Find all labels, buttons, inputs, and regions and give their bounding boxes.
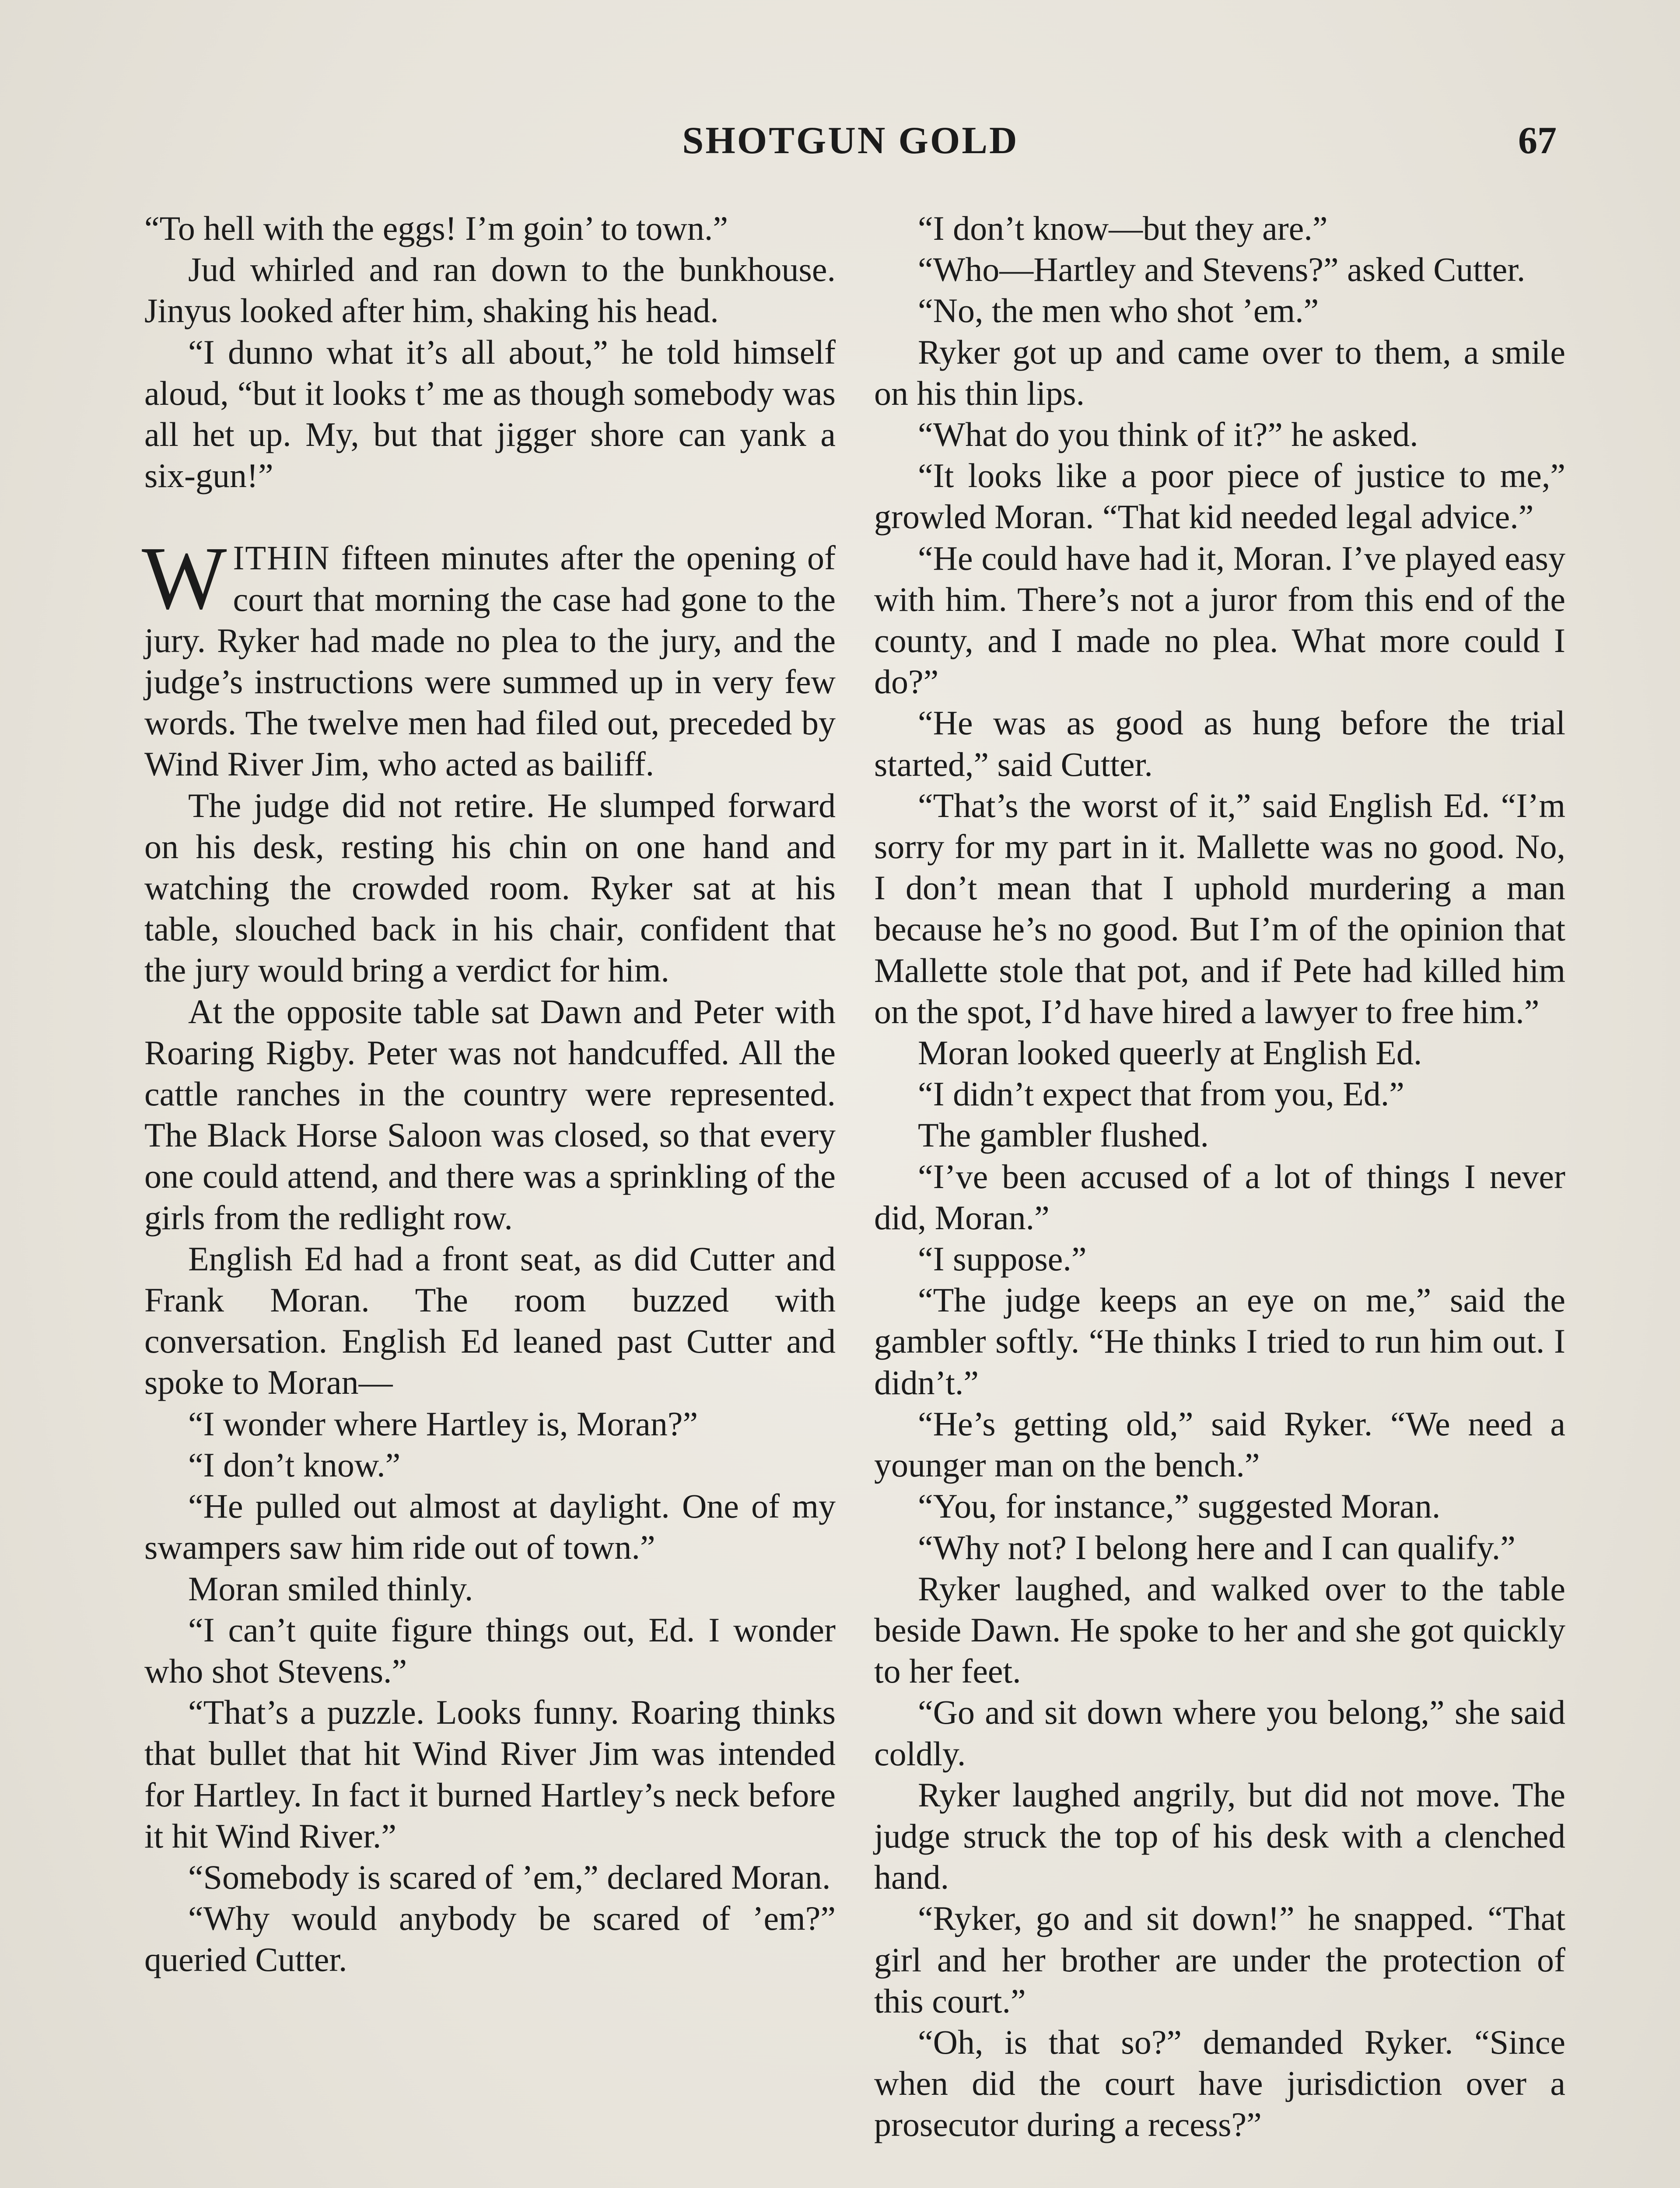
paragraph: “Somebody is scared of ’em,” declared Moran.	[188, 1858, 831, 1896]
paragraph: “Go and sit down where you belong,” she said coldly.	[874, 1693, 1565, 1773]
paragraph: Jud whirled and ran down to the bunkhouse. Jinyus looked after him, shaking his head.	[144, 250, 836, 330]
paragraph: “What do you think of it?” he asked.	[918, 415, 1418, 454]
paragraph: “Oh, is that so?” demanded Ryker. “Since when did the court have jurisdiction over a prosecutor during a recess?”	[874, 2023, 1565, 2144]
paragraph: “I don’t know.”	[188, 1445, 401, 1484]
paragraph-body: opening of court that morning the case had gone to the jury. Ryker had made no plea to the jury, and the judge’s instructions were summed up in very few words. The twelve men had filed out, preceded by Wind River Jim, who acted as bailiff.	[144, 539, 836, 783]
paragraph: “It looks like a poor piece of justice to me,” growled Moran. “That kid needed legal advice.”	[874, 456, 1565, 536]
paragraph: “Ryker, go and sit down!” he snapped. “That girl and her brother are under the protection of this court.”	[874, 1899, 1565, 2020]
paragraph: “Who—Hartley and Stevens?” asked Cutter.	[918, 250, 1526, 289]
paragraph: “He pulled out almost at daylight. One of my swampers saw him ride out of town.”	[144, 1487, 836, 1567]
paragraph: Moran smiled thinly.	[188, 1569, 473, 1608]
paragraph: English Ed had a front seat, as did Cutter and Frank Moran. The room buzzed with conversation. English Ed leaned past Cutter and spoke to Moran—	[144, 1239, 836, 1402]
drop-cap-tail: fifteen minutes after the	[330, 539, 676, 577]
page-number: 67	[1518, 119, 1557, 162]
paragraph: “I wonder where Hartley is, Moran?”	[188, 1404, 698, 1443]
paragraph: “That’s the worst of it,” said English Ed. “I’m sorry for my part in it. Mallette was no good. No, I don’t mean that I uphold murdering a man because he’s no good. But I’m of the opinion that Mallette stole that pot, and if Pete had killed him on the spot, I’d have hired a lawyer to free him.”	[874, 786, 1565, 1031]
paragraph: “Why would anybody be scared of ’em?” queried Cutter.	[144, 1899, 836, 1979]
paragraph: “I suppose.”	[918, 1240, 1087, 1278]
paragraph: “The judge keeps an eye on me,” said the gambler softly. “He thinks I tried to run him out. I didn’t.”	[874, 1281, 1565, 1402]
paragraph: Ryker got up and came over to them, a smile on his thin lips.	[874, 333, 1565, 412]
paragraph: “I don’t know—but they are.”	[918, 209, 1328, 247]
paragraph: Ryker laughed, and walked over to the table beside Dawn. He spoke to her and she got quickly to her feet.	[874, 1569, 1565, 1690]
paragraph: “I didn’t expect that from you, Ed.”	[918, 1075, 1404, 1113]
paragraph: Ryker laughed angrily, but did not move. The judge struck the top of his desk with a clenched hand.	[874, 1775, 1565, 1897]
paragraph: “You, for instance,” suggested Moran.	[918, 1487, 1441, 1525]
paragraph: The gambler flushed.	[918, 1116, 1209, 1154]
paragraph: “I’ve been accused of a lot of things I never did, Moran.”	[874, 1157, 1565, 1237]
paragraph: “That’s a puzzle. Looks funny. Roaring thinks that bullet that hit Wind River Jim was intended for Hartley. In fact it burned Hartley’s neck before it hit Wind River.”	[144, 1693, 836, 1855]
drop-cap-continuation: ITHIN	[233, 539, 330, 577]
paragraph: “He could have had it, Moran. I’ve played easy with him. There’s not a juror from this end of the county, and I made no plea. What more could I do?”	[874, 539, 1565, 701]
paragraph: Moran looked queerly at English Ed.	[918, 1034, 1422, 1072]
drop-cap: W	[142, 528, 227, 628]
paragraph: “I can’t quite figure things out, Ed. I wonder who shot Stevens.”	[144, 1610, 836, 1690]
left-column	[144, 208, 836, 1981]
paragraph: “I dunno what it’s all about,” he told himself aloud, “but it looks t’ me as though somebody was all het up. My, but that jigger shore can yank a six-gun!”	[144, 333, 836, 495]
running-title: SHOTGUN GOLD	[682, 119, 1019, 162]
paragraph: The judge did not retire. He slumped forward on his desk, resting his chin on one hand and watching the crowded room. Ryker sat at his table, slouched back in his chair, confident that the jury would bring a verdict for him.	[144, 786, 836, 989]
paragraph: “He was as good as hung before the trial started,” said Cutter.	[874, 704, 1565, 783]
section-opening-paragraph	[142, 528, 836, 785]
paragraph: “No, the men who shot ’em.”	[918, 291, 1319, 330]
paragraph: “To hell with the eggs! I’m goin’ to town.”	[144, 209, 728, 247]
paragraph: At the opposite table sat Dawn and Peter with Roaring Rigby. Peter was not handcuffed. All the cattle ranches in the country were represented. The Black Horse Saloon was closed, so that every one could attend, and there was a sprinkling of the girls from the redlight row.	[144, 992, 836, 1237]
paragraph: “Why not? I belong here and I can qualify.”	[918, 1528, 1516, 1567]
paragraph: “He’s getting old,” said Ryker. “We need a younger man on the bench.”	[874, 1404, 1565, 1484]
page-header	[144, 115, 1557, 167]
right-column	[874, 208, 1565, 2146]
